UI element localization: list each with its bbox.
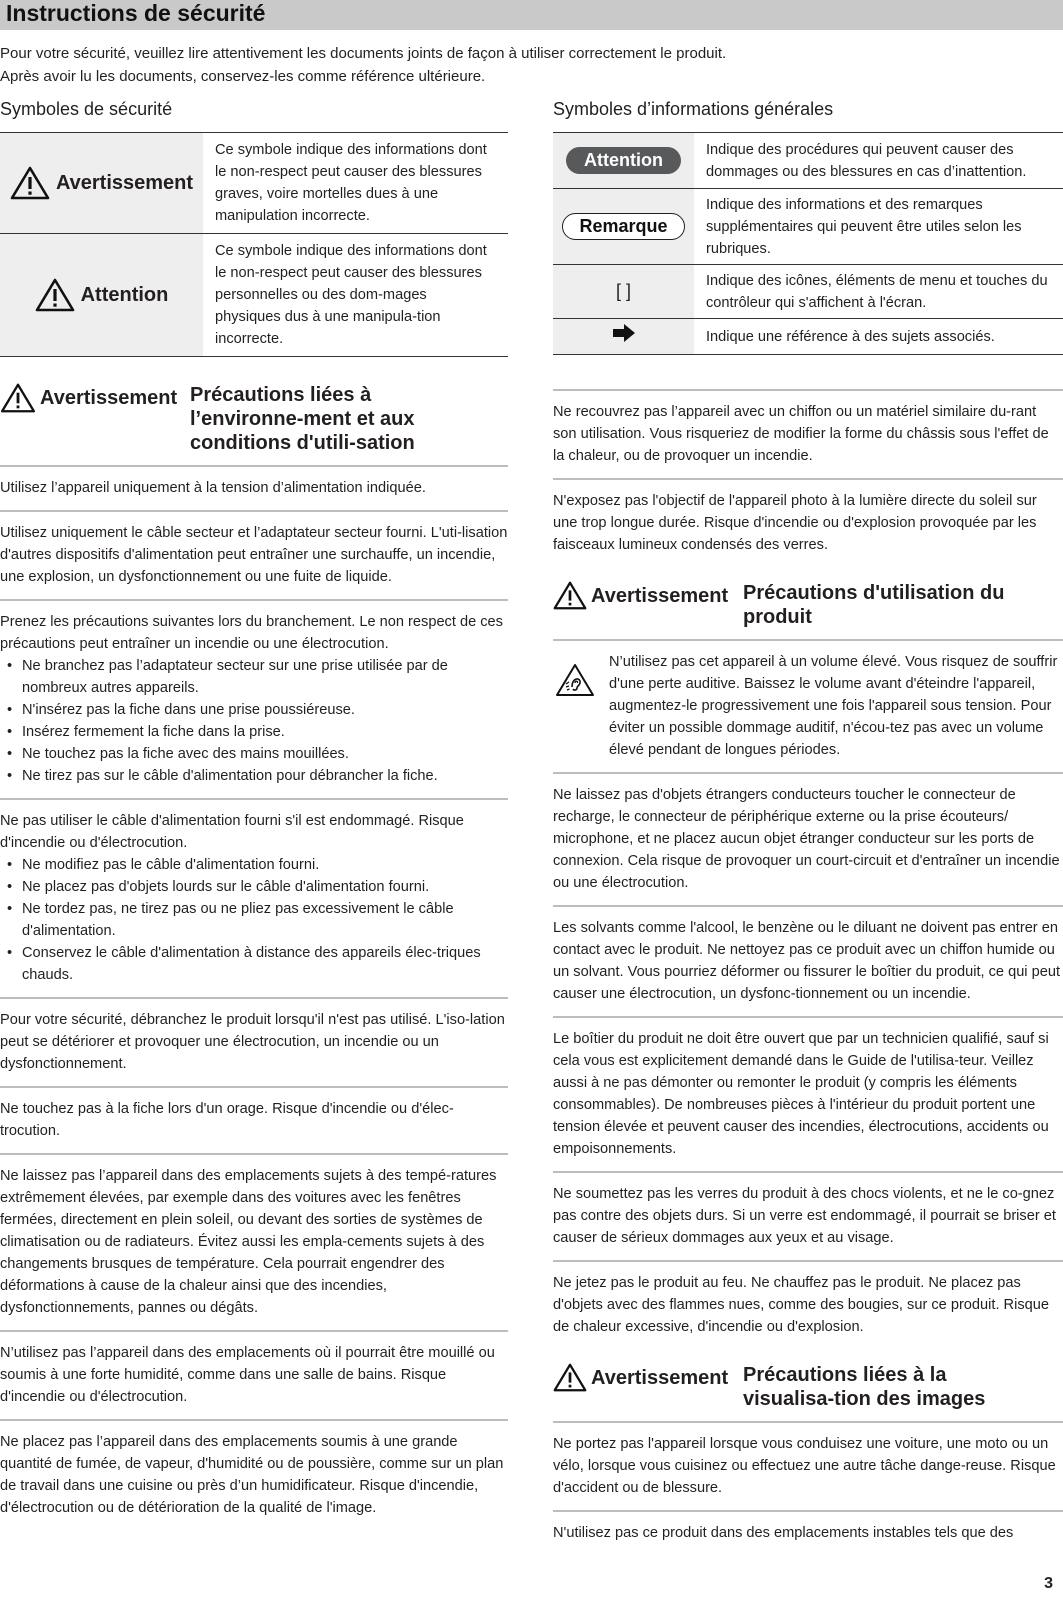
attention-label: Attention	[80, 284, 169, 306]
right-column	[553, 96, 1063, 1555]
warning-triangle-icon	[553, 1363, 587, 1392]
section-heading-product	[553, 567, 1063, 641]
safety-symbols-table	[0, 132, 508, 357]
arrow-right-icon	[613, 324, 635, 342]
list-item: • Ne touchez pas la fiche avec des mains mouillées.	[0, 743, 508, 765]
paragraph-text: Ne jetez pas le produit au feu. Ne chauffez pas le produit. Ne placez pas d'objets avec des flammes nues, comme des bougies, sur ce produit. Risque de chaleur excessive, d'incendie ou d'explosion.	[553, 1275, 1049, 1335]
attention-pill: Attention	[566, 147, 681, 174]
remarque-pill-description: Indique des informations et des remarques supplémentaires qui peuvent être utiles selon les rubriques.	[706, 196, 1022, 257]
bullet-list	[0, 854, 508, 986]
hearing-warning-icon	[555, 663, 595, 697]
paragraph	[553, 1423, 1063, 1512]
remarque-pill: Remarque	[562, 213, 684, 240]
paragraph-text: Ne laissez pas d'objets étrangers conducteurs toucher le connecteur de recharge, le connecteur de périphérique externe ou la prise écouteurs/ microphone, et ne placez aucun objet étranger conducteur sur les ports de connexion. Cela risque de provoquer un court-circuit et d'entraîner un incendie ou une électrocution.	[553, 787, 1060, 891]
attention-description: Ce symbole indique des informations dont le non-respect peut causer des blessures personnelles ou des dom-mages physiques dus à une manipula-tion incorrecte.	[215, 243, 487, 347]
paragraph-text: Le boîtier du produit ne doit être ouvert que par un technicien qualifié, sauf si cela vous est explicitement demandé dans le Guide de l'utilisa-teur. Veillez aussi à ne pas démonter ou remonter le produit (y compris les éléments consommables). De nombreuses pièces à l'intérieur du produit portent une tension élevée et peuvent causer des incendies, électrocutions, accidents ou empoisonnements.	[553, 1031, 1049, 1157]
bracket-description: Indique des icônes, éléments de menu et touches du contrôleur qui s'affichent à l'écran.	[706, 272, 1048, 311]
list-item: • Ne branchez pas l’adaptateur secteur sur une prise utilisée par de nombreux autres appareils.	[0, 655, 508, 699]
paragraph-text: Ne recouvrez pas l’appareil avec un chiffon ou un matériel similaire du-rant son utilisation. Vous risqueriez de modifier la forme du châssis sous l'effet de la chaleur, ou de provoquer un incendie.	[553, 404, 1049, 464]
paragraph-text: Ne portez pas l'appareil lorsque vous conduisez une voiture, une moto ou un vélo, lorsque vous cuisinez ou effectuez une autre tâche dange-reuse. Risque d'accident ou de blessure.	[553, 1436, 1056, 1496]
section-tag: Avertissement	[40, 387, 178, 409]
warning-triangle-icon	[0, 383, 36, 413]
paragraph-text: Ne placez pas l’appareil dans des emplacements soumis à une grande quantité de fumée, de vapeur, d'humidité ou de poussière, comme sur un plan de travail dans une cuisine ou près d’un humidificateur. Risque d'incendie, d'électrocution ou de détérioration de la qualité de l'image.	[0, 1434, 504, 1516]
bracket-symbol: [ ]	[615, 280, 631, 301]
paragraph	[553, 774, 1063, 907]
warning-triangle-icon	[553, 581, 587, 610]
paragraph	[0, 800, 508, 999]
paragraph	[553, 907, 1063, 1018]
paragraph-text: Utilisez uniquement le câble secteur et l’adaptateur secteur fourni. L'uti-lisation d'autres dispositifs d'alimentation peut entraîner une surchauffe, un incendie, une explosion, un dysfonctionnement ou une fuite de liquide.	[0, 525, 508, 585]
section-heading-images	[553, 1349, 1063, 1423]
paragraph	[0, 1421, 508, 1530]
warning-triangle-icon	[35, 278, 75, 312]
section-title: Précautions liées à l’environne-ment et aux conditions d'utili-sation	[190, 384, 415, 454]
list-item: • Ne modifiez pas le câble d'alimentation fourni.	[0, 854, 508, 876]
paragraph	[0, 999, 508, 1088]
paragraph	[553, 480, 1063, 567]
list-item: • Ne tirez pas sur le câble d'alimentation pour débrancher la fiche.	[0, 765, 508, 787]
safety-symbol-row	[0, 234, 508, 357]
paragraph-text: Les solvants comme l'alcool, le benzène ou le diluant ne doivent pas entrer en contact avec le produit. Ne nettoyez pas ce produit avec un chiffon humide ou un solvant. Vous pourriez déformer ou fissurer le boîtier du produit, ce qui peut causer une électrocution, un dysfonc-tionnement ou un incendie.	[553, 920, 1061, 1002]
list-item: • N'insérez pas la fiche dans une prise poussiéreuse.	[0, 699, 508, 721]
paragraph-text: Prenez les précautions suivantes lors du branchement. Le non respect de ces précautions peut entraîner un incendie ou une électrocution.	[0, 614, 503, 652]
paragraph	[553, 1018, 1063, 1173]
paragraph-text: N'utilisez pas ce produit dans des emplacements instables tels que des	[553, 1525, 1014, 1541]
paragraph-text: Pour votre sécurité, débranchez le produit lorsqu'il n'est pas utilisé. L'iso-lation peut se détériorer et provoquer une électrocution, un incendie ou un dysfonctionnement.	[0, 1012, 505, 1072]
general-symbols-heading: Symboles d’informations générales	[553, 99, 834, 119]
header-bar	[0, 0, 1063, 30]
list-item: • Insérez fermement la fiche dans la prise.	[0, 721, 508, 743]
paragraph-text: N'exposez pas l'objectif de l'appareil photo à la lumière directe du soleil sur une trop longue durée. Risque d'incendie ou d'explosion provoquée par les faisceaux lumineux condensés des verres.	[553, 493, 1037, 553]
page-number: 3	[1044, 1575, 1053, 1592]
paragraph-text: N’utilisez pas cet appareil à un volume élevé. Vous risquez de souffrir d'une perte auditive. Baissez le volume avant d'éteindre l'appareil, augmentez-le progressivement une fois l'appareil sous tension. Pour éviter un possible dommage auditif, n'écou-tez pas avec un volume élevé pendant de longues périodes.	[609, 654, 1058, 758]
paragraph	[0, 467, 508, 512]
warning-triangle-icon	[10, 166, 50, 200]
paragraph	[0, 1332, 508, 1421]
paragraph-text: Ne soumettez pas les verres du produit à des chocs violents, et ne le co-gnez pas contre des objets durs. Si un verre est endommagé, il pourrait se briser et causer de sérieux dommages aux yeux et au visage.	[553, 1186, 1056, 1246]
attention-pill-description: Indique des procédures qui peuvent causer des dommages ou des blessures en cas d’inattention.	[706, 141, 1027, 180]
general-symbols-table	[553, 132, 1063, 355]
paragraph	[553, 1512, 1063, 1555]
paragraph	[553, 1173, 1063, 1262]
section-heading-environment	[0, 357, 508, 467]
section-tag: Avertissement	[591, 584, 729, 607]
section-tag: Avertissement	[591, 1366, 729, 1389]
general-symbol-row	[553, 319, 1063, 355]
section-title: Précautions d'utilisation du produit	[743, 582, 1005, 628]
arrow-description: Indique une référence à des sujets associés.	[706, 328, 995, 345]
avertissement-label: Avertissement	[55, 172, 194, 194]
paragraph-text: Utilisez l’appareil uniquement à la tension d’alimentation indiquée.	[0, 480, 426, 496]
paragraph-text: Ne laissez pas l’appareil dans des emplacements sujets à des tempé-ratures extrêmement élevées, par exemple dans des voitures avec les fenêtres fermées, directement en plein soleil, ou devant des sorties de systèmes de climatisation ou de radiateurs. Évitez aussi les empla-cements sujets à des changements brusques de température. Cela pourrait engendrer des déformations à cause de la chaleur ainsi que des incendies, dysfonctionnements, pannes ou dégâts.	[0, 1168, 497, 1316]
safety-symbols-heading: Symboles de sécurité	[0, 99, 173, 119]
paragraph	[0, 1088, 508, 1155]
general-symbol-row	[553, 265, 1063, 319]
general-symbol-row	[553, 133, 1063, 189]
paragraph	[553, 1262, 1063, 1349]
section-title: Précautions liées à la visualisa-tion des images	[743, 1364, 986, 1410]
paragraph	[553, 641, 1063, 774]
page-title: Instructions de sécurité	[6, 0, 266, 26]
list-item: • Ne placez pas d'objets lourds sur le câble d'alimentation fourni.	[0, 876, 508, 898]
intro-line-2: Après avoir lu les documents, conservez-les comme référence ultérieure.	[0, 68, 486, 85]
bullet-list	[0, 655, 508, 787]
safety-symbol-row	[0, 133, 508, 234]
general-symbol-row	[553, 189, 1063, 265]
avertissement-description: Ce symbole indique des informations dont le non-respect peut causer des blessures graves, voire mortelles dues à une manipulation incorrecte.	[215, 142, 487, 224]
paragraph-text: N’utilisez pas l’appareil dans des emplacements où il pourrait être mouillé ou soumis à une forte humidité, comme dans une salle de bains. Risque d'incendie ou d'électrocution.	[0, 1345, 495, 1405]
intro-line-1: Pour votre sécurité, veuillez lire attentivement les documents joints de façon à utiliser correctement le produit.	[0, 45, 727, 62]
left-column	[0, 96, 508, 1530]
paragraph	[0, 1155, 508, 1332]
paragraph	[553, 391, 1063, 480]
list-item: • Ne tordez pas, ne tirez pas ou ne pliez pas excessivement le câble d'alimentation.	[0, 898, 508, 942]
list-item: • Conservez le câble d'alimentation à distance des appareils élec-triques chauds.	[0, 942, 508, 986]
paragraph	[0, 512, 508, 601]
intro	[0, 42, 1050, 88]
paragraph-text: Ne touchez pas à la fiche lors d'un orage. Risque d'incendie ou d'élec-trocution.	[0, 1101, 454, 1139]
paragraph-text: Ne pas utiliser le câble d'alimentation fourni s'il est endommagé. Risque d'incendie ou d'électrocution.	[0, 813, 464, 851]
paragraph	[0, 601, 508, 800]
